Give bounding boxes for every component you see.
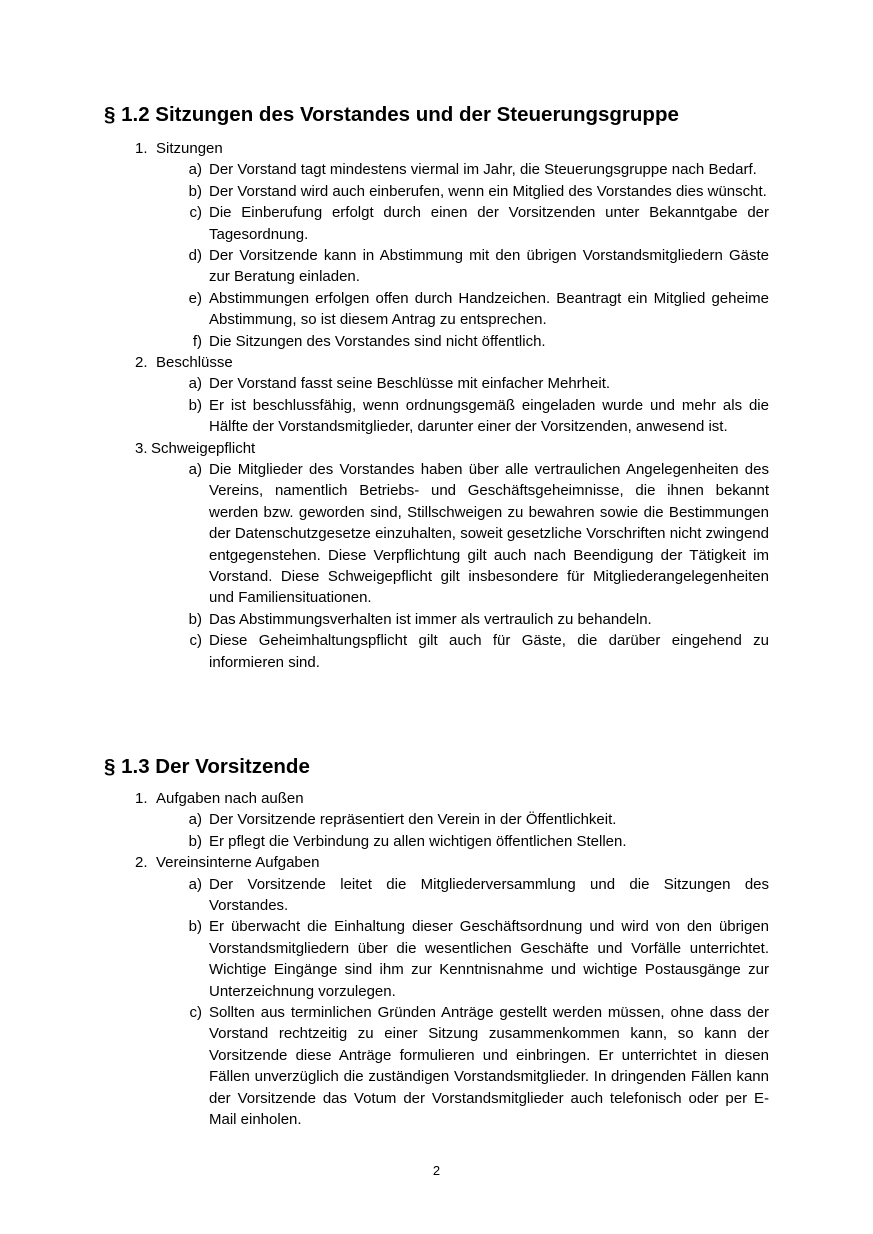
sub-item-text: Diese Geheimhaltungspflicht gilt auch für Gäste, die darüber eingehend zu informieren sind. (209, 632, 769, 671)
list-item (0, 438, 873, 673)
sub-item-text: Der Vorsitzende kann in Abstimmung mit den übrigen Vorstandsmitgliedern Gäste zur Beratung einladen. (209, 247, 769, 286)
item-label: Schweigepflicht (151, 439, 256, 457)
sub-item-text: Der Vorstand tagt mindestens viermal im Jahr, die Steuerungsgruppe nach Bedarf. (209, 161, 757, 179)
section-body-1-2 (0, 138, 873, 673)
sub-item-text: Die Sitzungen des Vorstandes sind nicht öffentlich. (209, 332, 546, 350)
item-number: 2. (135, 354, 148, 372)
sub-item-letter: a) (188, 461, 202, 479)
list-item (0, 788, 873, 852)
sub-item-text: Er pflegt die Verbindung zu allen wichtigen öffentlichen Stellen. (209, 832, 627, 850)
item-label: Vereinsinterne Aufgaben (156, 854, 320, 872)
sub-item-text: Abstimmungen erfolgen offen durch Handzeichen. Beantragt ein Mitglied geheime Abstimmung, so ist diesem Antrag zu entsprechen. (209, 289, 769, 329)
sub-item-text: Der Vorsitzende leitet die Mitgliederversammlung und die Sitzungen des Vorstandes. (209, 875, 769, 914)
sub-item (0, 159, 769, 180)
sub-item-letter: c) (189, 204, 202, 222)
sub-item-text: Die Einberufung erfolgt durch einen der Vorsitzenden unter Bekanntgabe der Tagesordnung. (209, 204, 769, 243)
sub-item (0, 331, 769, 352)
sub-item-letter: a) (188, 875, 202, 893)
sub-item-letter: a) (188, 375, 202, 393)
sub-item-text: Er überwacht die Einhaltung dieser Geschäftsordnung und wird von den übrigen Vorstandsmitgliedern über die wesentlichen Geschäfte und Vorfälle unterrichtet. Wichtige Eingänge sind ihm zur Kenntnisnahme und wichtige Postausgänge zur Unterzeichnung vorzulegen. (209, 918, 769, 1000)
sub-item (0, 202, 769, 245)
section-heading-1-3: § 1.3 Der Vorsitzende (104, 755, 310, 778)
sub-item-letter: b) (188, 182, 202, 200)
sub-item (0, 459, 769, 609)
sub-item (0, 809, 769, 830)
sub-item-text: Er ist beschlussfähig, wenn ordnungsgemäß eingeladen wurde und mehr als die Hälfte der Vorstandsmitglieder, darunter einer der Vorsitzenden, anwesend ist. (209, 396, 769, 436)
sub-item-letter: b) (188, 832, 202, 850)
item-number: 1. (135, 140, 148, 157)
sub-item (0, 916, 769, 1002)
sub-item (0, 245, 769, 288)
section-body-1-3 (0, 788, 873, 1130)
list-item (0, 352, 873, 438)
sub-item (0, 1002, 769, 1130)
sub-item-text: Sollten aus terminlichen Gründen Anträge gestellt werden müssen, ohne dass der Vorstand rechtzeitig zu einer Sitzung zusammenkommen kann, so kann der Vorsitzende diese Anträge formulieren und einbringen. Er unterrichtet in diesen Fällen unverzüglich die zuständigen Vorstandsmitglieder. In dringenden Fällen kann der Vorsitzende das Votum der Vorstandsmitglieder auch telefonisch oder per E-Mail einholen. (209, 1004, 769, 1129)
sub-item-letter: f) (192, 332, 202, 350)
sub-item (0, 831, 769, 852)
sub-item (0, 373, 769, 394)
item-label: Sitzungen (156, 140, 223, 157)
item-label: Aufgaben nach außen (156, 790, 304, 807)
sub-item (0, 395, 769, 438)
sub-item-letter: a) (188, 811, 202, 829)
sub-item-letter: d) (188, 247, 202, 265)
sub-item (0, 181, 769, 202)
sub-item-text: Das Abstimmungsverhalten ist immer als vertraulich zu behandeln. (209, 610, 652, 628)
sub-item-letter: b) (188, 918, 202, 936)
item-label: Beschlüsse (156, 354, 233, 372)
list-item (0, 138, 873, 352)
sub-item-text: Der Vorsitzende repräsentiert den Verein in der Öffentlichkeit. (209, 811, 617, 829)
sub-item-text: Die Mitglieder des Vorstandes haben über alle vertraulichen Angelegenheiten des Vereins, namentlich Betriebs- und Geschäftsgeheimnisse, die ihnen bekannt werden bzw. geworden sind, Stillschweigen zu bewahren sowie die Bestimmungen der Datenschutzgesetze einzuhalten, soweit gesetzliche Vorschriften nicht zwingend entgegenstehen. Diese Verpflichtung gilt auch nach Beendigung der Tätigkeit im Vorstand. Diese Schweigepflicht gilt insbesondere für Mitgliederangelegenheiten und Familiensituationen. (209, 461, 769, 607)
sub-item-text: Der Vorstand fasst seine Beschlüsse mit einfacher Mehrheit. (209, 375, 611, 393)
sub-item (0, 288, 769, 331)
sub-item (0, 630, 769, 673)
sub-item-letter: c) (189, 632, 202, 650)
sub-item-letter: b) (188, 396, 202, 414)
item-number: 3. (135, 439, 148, 457)
sub-item-letter: e) (188, 289, 202, 307)
item-number: 2. (135, 854, 148, 872)
sub-item (0, 609, 769, 630)
sub-item-letter: b) (188, 610, 202, 628)
sub-item (0, 874, 769, 917)
sub-item-letter: a) (188, 161, 202, 179)
list-item (0, 852, 873, 1130)
sub-item-text: Der Vorstand wird auch einberufen, wenn ein Mitglied des Vorstandes dies wünscht. (209, 182, 767, 200)
sub-item-letter: c) (189, 1004, 202, 1022)
section-heading-1-2: § 1.2 Sitzungen des Vorstandes und der Steuerungsgruppe (104, 103, 679, 126)
page-number: 2 (432, 1163, 441, 1178)
item-number: 1. (135, 790, 148, 807)
